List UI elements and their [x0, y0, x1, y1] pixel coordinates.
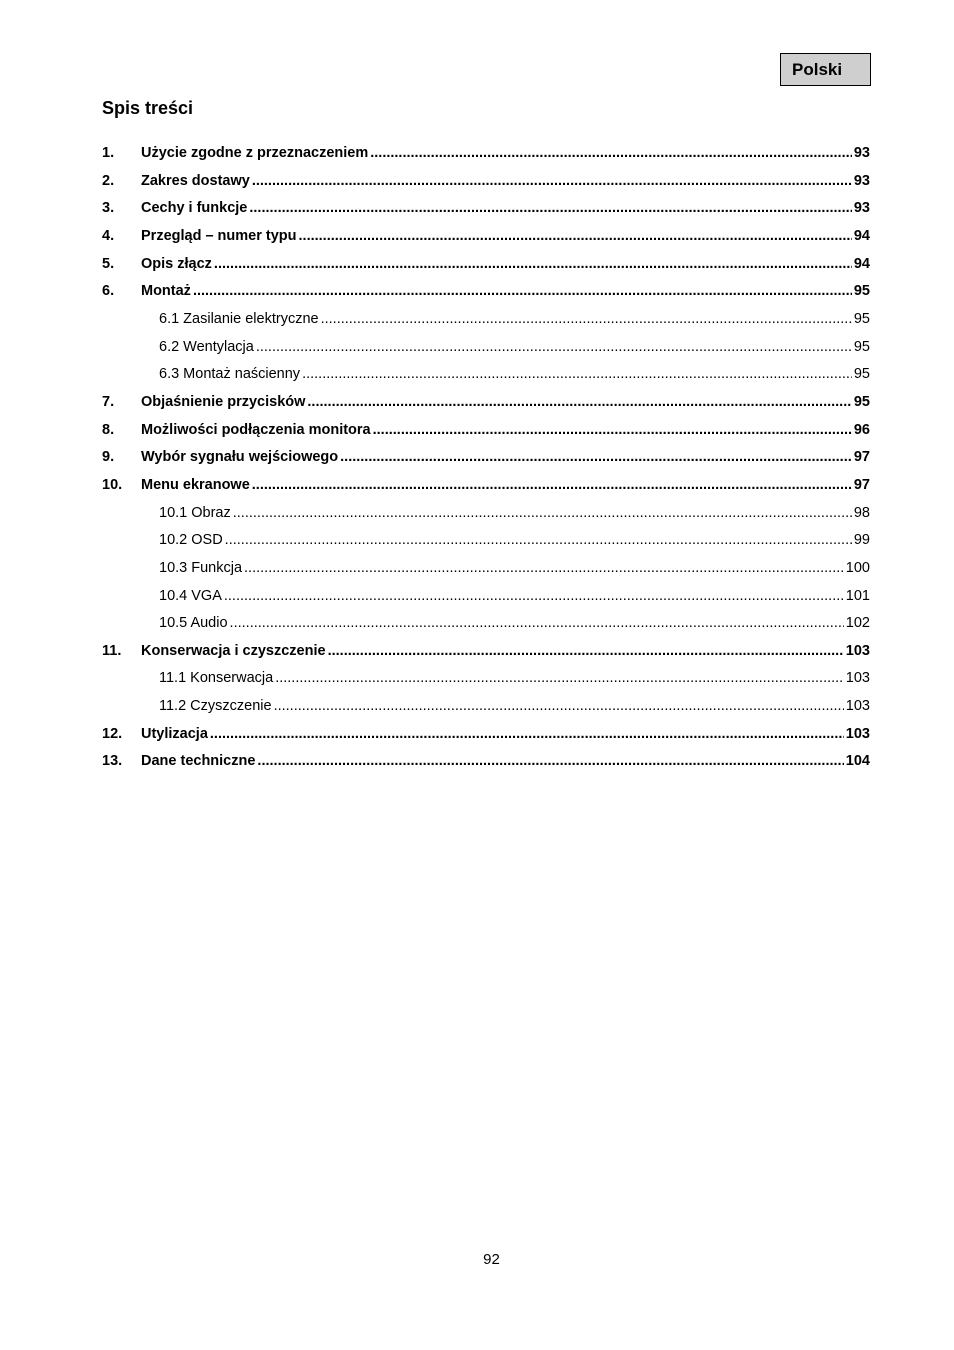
toc-entry-number: 11.	[102, 642, 122, 659]
table-of-contents	[102, 143, 870, 779]
toc-entry-label: Cechy i funkcje	[141, 200, 248, 217]
toc-entry-page: 93	[853, 200, 870, 217]
toc-entry[interactable]	[102, 254, 870, 282]
toc-entry-number: 5.	[102, 255, 115, 272]
toc-entry-label: Objaśnienie przycisków	[141, 393, 306, 410]
toc-entry-label: Dane techniczne	[141, 753, 256, 770]
toc-entry-label: 10.1 Obraz	[159, 504, 231, 521]
toc-subentry[interactable]	[102, 503, 870, 531]
toc-entry-label: 10.2 OSD	[159, 532, 223, 549]
toc-entry-label: 10.4 VGA	[159, 587, 222, 604]
toc-entry[interactable]	[102, 751, 870, 779]
toc-subentry[interactable]	[102, 309, 870, 337]
toc-entry-page: 96	[853, 421, 870, 438]
toc-entry-label: Użycie zgodne z przeznaczeniem	[141, 145, 369, 161]
toc-subentry[interactable]	[102, 586, 870, 614]
toc-entry-label: 11.2 Czyszczenie	[159, 698, 272, 715]
toc-entry-label: Przegląd – numer typu	[141, 227, 297, 244]
toc-entry-page: 95	[853, 338, 870, 355]
toc-entry-label: Menu ekranowe	[141, 476, 250, 493]
toc-entry[interactable]	[102, 447, 870, 475]
dot-leader	[249, 198, 851, 218]
toc-entry-page: 93	[853, 172, 870, 189]
toc-entry[interactable]	[102, 281, 870, 309]
toc-entry-label: Zakres dostawy	[141, 172, 250, 189]
toc-entry-page: 95	[853, 393, 870, 410]
toc-entry-number: 3.	[102, 200, 115, 217]
toc-entry-number: 9.	[102, 449, 115, 466]
language-badge: Polski	[780, 53, 871, 86]
dot-leader	[210, 724, 844, 744]
toc-entry-page: 95	[853, 310, 870, 327]
toc-entry-label: 6.2 Wentylacja	[159, 338, 254, 355]
toc-entry-page: 99	[853, 532, 870, 549]
toc-entry-page: 103	[845, 670, 870, 687]
toc-entry-page: 94	[853, 227, 870, 244]
toc-entry-label: 10.5 Audio	[159, 615, 228, 632]
toc-entry-page: 97	[853, 476, 870, 493]
toc-entry[interactable]	[102, 171, 870, 199]
dot-leader	[275, 668, 844, 688]
dot-leader	[252, 475, 852, 495]
toc-entry-number: 10.	[102, 476, 123, 493]
dot-leader	[373, 420, 852, 440]
toc-entry[interactable]	[102, 392, 870, 420]
toc-entry-page: 94	[853, 255, 870, 272]
toc-entry-page: 100	[845, 559, 870, 576]
dot-leader	[224, 586, 844, 606]
dot-leader	[225, 530, 852, 550]
dot-leader	[299, 226, 852, 246]
toc-entry[interactable]	[102, 641, 870, 669]
toc-entry-number: 13.	[102, 753, 123, 770]
toc-entry-number: 6.	[102, 283, 115, 300]
toc-entry-label: 6.1 Zasilanie elektryczne	[159, 310, 319, 327]
toc-entry-label: Utylizacja	[141, 725, 208, 742]
toc-entry-label: Opis złącz	[141, 255, 212, 272]
toc-entry[interactable]	[102, 143, 870, 171]
toc-subentry[interactable]	[102, 696, 870, 724]
toc-entry-page: 95	[853, 366, 870, 383]
dot-leader	[233, 503, 852, 523]
toc-entry-label: Konserwacja i czyszczenie	[141, 642, 326, 659]
toc-entry[interactable]	[102, 475, 870, 503]
toc-entry-page: 103	[845, 642, 870, 659]
toc-entry-label: 11.1 Konserwacja	[159, 670, 274, 687]
toc-entry-page: 97	[853, 449, 870, 466]
toc-entry-number: 7.	[102, 393, 115, 410]
dot-leader	[328, 641, 844, 661]
page-number: 92	[483, 1251, 500, 1268]
toc-entry[interactable]	[102, 198, 870, 226]
toc-entry[interactable]	[102, 420, 870, 448]
toc-entry-number: 8.	[102, 421, 115, 438]
toc-entry-label: Możliwości podłączenia monitora	[141, 421, 371, 438]
toc-entry[interactable]	[102, 226, 870, 254]
toc-entry-label: 10.3 Funkcja	[159, 559, 243, 576]
toc-entry-number: 2.	[102, 172, 115, 189]
toc-subentry[interactable]	[102, 613, 870, 641]
dot-leader	[214, 254, 852, 274]
dot-leader	[257, 751, 843, 771]
toc-subentry[interactable]	[102, 530, 870, 558]
dot-leader	[193, 281, 852, 301]
dot-leader	[307, 392, 851, 412]
toc-entry-label: 6.3 Montaż naścienny	[159, 366, 301, 383]
dot-leader	[252, 171, 852, 191]
toc-entry-number: 12.	[102, 725, 123, 742]
toc-subentry[interactable]	[102, 337, 870, 365]
toc-entry-page: 101	[845, 587, 870, 604]
dot-leader	[274, 696, 844, 716]
toc-entry-number: 1.	[102, 145, 115, 161]
dot-leader	[230, 613, 844, 633]
dot-leader	[340, 447, 852, 467]
dot-leader	[256, 337, 852, 357]
toc-subentry[interactable]	[102, 558, 870, 586]
toc-entry[interactable]	[102, 724, 870, 752]
toc-entry-number: 4.	[102, 227, 115, 244]
toc-subentry[interactable]	[102, 364, 870, 392]
toc-entry-page: 95	[853, 283, 870, 300]
toc-subentry[interactable]	[102, 668, 870, 696]
toc-entry-page: 103	[845, 698, 870, 715]
toc-entry-page: 93	[853, 145, 870, 161]
toc-title: Spis treści	[102, 98, 194, 118]
toc-entry-page: 102	[845, 615, 870, 632]
toc-entry-page: 98	[853, 504, 870, 521]
toc-entry-page: 104	[845, 753, 870, 770]
dot-leader	[302, 364, 852, 384]
dot-leader	[370, 143, 852, 163]
toc-entry-label: Montaż	[141, 283, 191, 300]
toc-entry-page: 103	[845, 725, 870, 742]
dot-leader	[321, 309, 852, 329]
toc-entry-label: Wybór sygnału wejściowego	[141, 449, 339, 466]
dot-leader	[244, 558, 844, 578]
